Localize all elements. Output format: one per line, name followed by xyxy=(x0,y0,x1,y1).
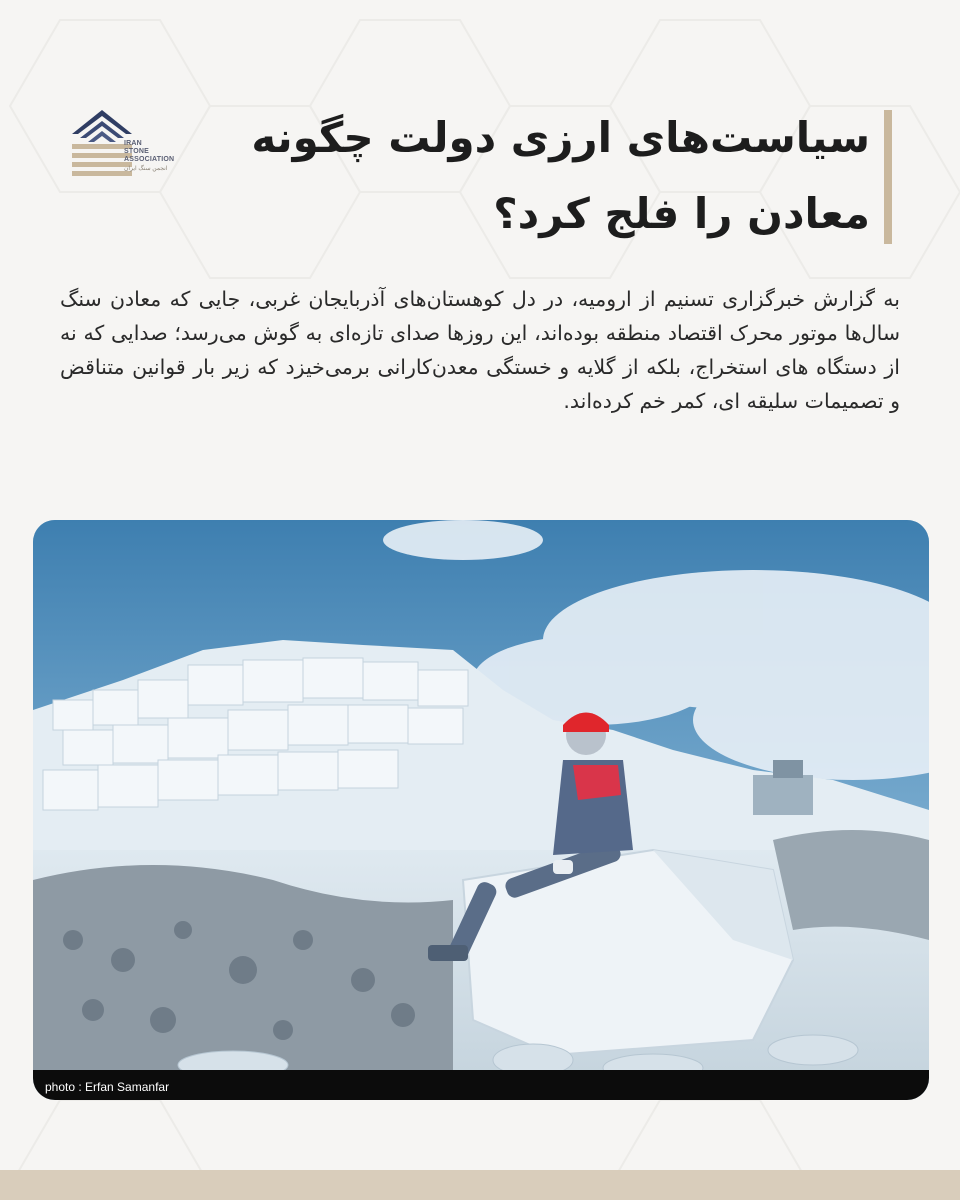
title-line-1: سیاست‌های ارزی دولت چگونه xyxy=(251,113,870,162)
logo-line2: STONE xyxy=(124,148,149,155)
title-line-2: معادن را فلج کرد؟ xyxy=(493,189,870,238)
title-accent-bar xyxy=(884,110,892,244)
article-photo xyxy=(33,520,929,1100)
page-title xyxy=(170,100,870,252)
logo-line1: IRAN xyxy=(124,140,142,147)
photo-credit: photo : Erfan Samanfar xyxy=(45,1080,170,1094)
article-paragraph: به گزارش خبرگزاری تسنیم از ارومیه، در دل کوهستان‌های آذربایجان غربی، جایی که معادن سنگ سال‌ها موتور محرک اقتصاد منطقه بوده‌اند، این روزها صدای تازه‌ای به گوش می‌رسد؛ صدایی که نه از دستگاه های استخراج، بلکه از گلایه و خستگی معدن‌کارانی برمی‌خیزد که زیر بار قوانین متناقض و تصمیمات سلیقه ای، کمر خم کرده‌اند. xyxy=(60,287,900,413)
quarry-worker-image xyxy=(33,520,929,1100)
footer-bar xyxy=(0,1170,960,1200)
logo-line3: ASSOCIATION xyxy=(124,156,175,163)
logo-line4: انجمن سنگ ایران xyxy=(124,166,168,172)
